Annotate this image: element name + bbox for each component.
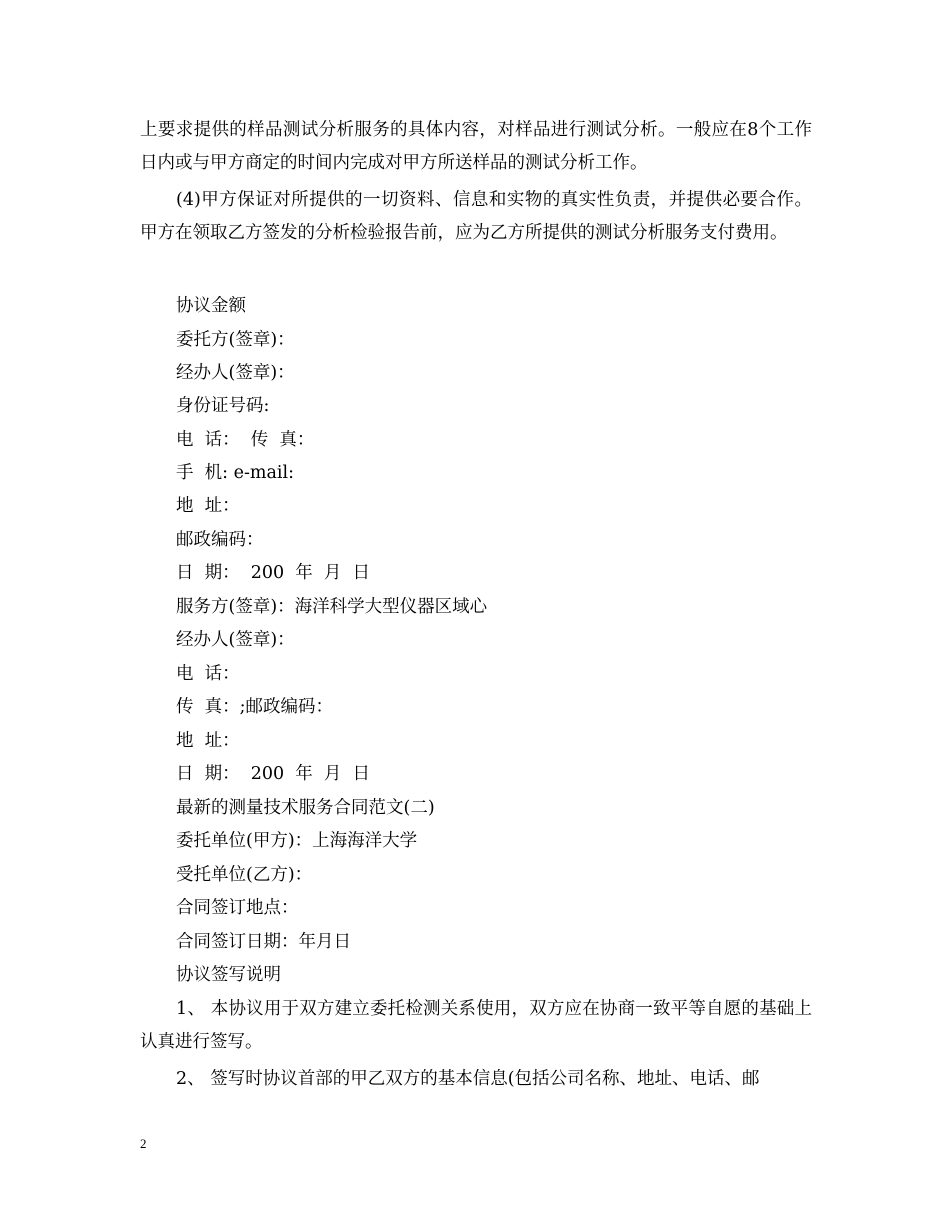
line-contractor-unit: 受托单位(乙方)： [176,865,313,885]
line-address: 地 址： [176,496,240,516]
line-signing-place: 合同签订地点： [176,898,299,918]
line-signing-date: 合同签订日期：年月日 [176,932,351,952]
line-phone-fax: 电 话： 传 真： [176,430,315,450]
numbered-item-1: 1、 本协议用于双方建立委托检测关系使用，双方应在协商一致平等自愿的基础上认真进行签写。 [140,999,812,1052]
line-provider-date: 日 期： 200 年 月 日 [176,764,371,784]
line-provider-phone: 电 话： [176,664,240,684]
line-provider-address: 地 址： [176,731,240,751]
line-date: 日 期： 200 年 月 日 [176,563,371,583]
line-client-handler: 经办人(签章)： [176,363,295,383]
paragraph-continued: 上要求提供的样品测试分析服务的具体内容，对样品进行测试分析。一般应在8个工作日内或与甲方商定的时间内完成对甲方所送样品的测试分析工作。 [140,120,812,173]
line-mobile-email: 手 机: e-mail: [176,463,294,483]
page-number: 2 [140,1136,147,1151]
line-id-number: 身份证号码: [176,396,270,416]
line-agreement-amount: 协议金额 [176,296,246,316]
line-client-unit: 委托单位(甲方)：上海海洋大学 [176,831,418,851]
section-title: 最新的测量技术服务合同范文(二) [176,798,435,818]
line-client-signature: 委托方(签章)： [176,330,295,350]
numbered-item-2: 2、 签写时协议首部的甲乙双方的基本信息(包括公司名称、地址、电话、邮 [176,1069,760,1089]
line-postal-code: 邮政编码： [176,530,264,550]
line-provider-handler: 经办人(签章)： [176,630,295,650]
line-service-provider-signature: 服务方(签章)：海洋科学大型仪器区域心 [176,597,488,617]
paragraph-clause-4: (4)甲方保证对所提供的一切资料、信息和实物的真实性负责，并提供必要合作。甲方在领取乙方签发的分析检验报告前，应为乙方所提供的测试分析服务支付费用。 [140,190,812,243]
line-provider-fax-postal: 传 真：;邮政编码： [176,697,334,717]
line-signing-instructions: 协议签写说明 [176,965,281,985]
